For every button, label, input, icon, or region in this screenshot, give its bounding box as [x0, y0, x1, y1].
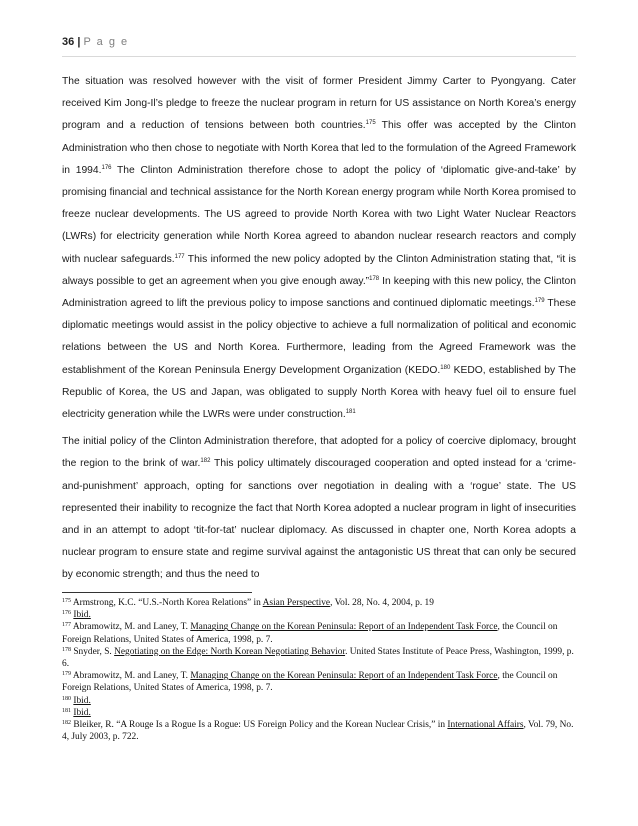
page-header	[62, 36, 576, 48]
paragraph-2	[62, 431, 576, 586]
footnote-number: 179	[62, 671, 71, 678]
page-number: 36	[62, 36, 75, 48]
footnote-title: Ibid.	[73, 707, 91, 718]
footnotes	[62, 597, 576, 743]
footnote-number: 178	[62, 646, 71, 653]
footnote-title: International Affairs	[447, 720, 524, 731]
footnote-ref-182: 182	[200, 458, 211, 465]
footnote-title: Ibid.	[73, 695, 91, 706]
footnote-178	[62, 646, 576, 670]
footnote-text: , the Council on Foreign Relations, United States of America, 1998, p. 7.	[62, 671, 558, 694]
footnote-number: 177	[62, 622, 71, 629]
footnote-ref-175: 175	[365, 120, 376, 127]
footnote-ref-177: 177	[174, 253, 185, 260]
footnote-text: Abramowitz, M. and Laney, T.	[71, 622, 191, 633]
text-run: The Clinton Administration therefore chose to adopt the policy of ‘diplomatic give-and-take’ by promising financial and technical assistance for the North Korean energy program while North Korea promised to freeze nuclear developments. The US agreed to provide North Korea with two Light Water Nuclear Reactors (LWRs) for electricity generation while North Korea agreed to abandon nuclear research reactors and comply with nuclear safeguards.	[62, 164, 576, 265]
body-text	[62, 71, 576, 592]
text-run: The situation was resolved however with the visit of former President Jimmy Carter to Pyongyang. Cater received Kim Jong-Il’s pledge to freeze the nuclear program in return for US assistance on North Korea’s energy program and a reduction of tensions between both countries.	[62, 76, 576, 132]
text-run: This offer was accepted by the Clinton Administration who then chose to negotiate with North Korea that led to the formulation of the Agreed Framework in 1994.	[62, 120, 576, 176]
footnote-title: Ibid.	[73, 610, 91, 621]
footnote-179	[62, 670, 576, 694]
footnote-176	[62, 609, 576, 621]
paragraph-1	[62, 71, 576, 426]
footnote-ref-179: 179	[534, 298, 545, 305]
footnote-text: , the Council on Foreign Relations, United States of America, 1998, p. 7.	[62, 622, 558, 645]
footnote-title: Asian Perspective	[262, 598, 331, 608]
footnote-ref-181: 181	[345, 409, 356, 416]
text-run: The initial policy of the Clinton Administration therefore, that adopted for a policy of coercive diplomacy, brought the region to the brink of war.	[62, 436, 576, 470]
footnote-text: Bleiker, R. “A Rouge Is a Rogue Is a Rogue: US Foreign Policy and the Korean Nuclear Crisis,” in	[71, 720, 448, 731]
footnote-text: . United States Institute of Peace Press, Washington, 1999, p. 6.	[62, 646, 574, 670]
footnote-ref-176: 176	[101, 164, 112, 171]
footnote-number: 182	[62, 720, 71, 727]
header-separator: |	[77, 36, 81, 48]
footnote-title: Negotiating on the Edge: North Korean Negotiating Behavior	[114, 646, 346, 657]
footnote-separator	[62, 592, 252, 593]
footnote-180	[62, 695, 576, 707]
footnote-number: 176	[62, 610, 71, 617]
footnote-ref-178: 178	[369, 275, 380, 282]
footnote-number: 180	[62, 695, 71, 702]
header-rule	[62, 56, 576, 57]
footnote-title: Managing Change on the Korean Peninsula: Report of an Independent Task Force	[190, 671, 498, 682]
footnote-ref-180: 180	[440, 364, 451, 371]
footnote-182	[62, 719, 576, 743]
footnote-text: , Vol. 79, No. 4, July 2003, p. 722.	[62, 720, 574, 743]
footnote-text: Abramowitz, M. and Laney, T.	[71, 671, 191, 682]
footnote-177	[62, 621, 576, 645]
footnote-text: , Vol. 28, No. 4, 2004, p. 19	[330, 598, 434, 608]
text-run: These diplomatic meetings would assist in the policy objective to achieve a full normalization of political and economic relations between the US and North Korea. Furthermore, leading from the Agreed Framework was the establishment of the Korean Peninsula Energy Development Organization (KEDO.	[62, 298, 576, 376]
footnote-175	[62, 597, 576, 609]
footnote-number: 175	[62, 598, 71, 604]
text-run: KEDO, established by The Republic of Korea, the US and Japan, was obligated to supply North Korea with heavy fuel oil to ensure fuel electricity generation while the LWRs were under construction.	[62, 364, 576, 421]
text-run: This informed the new policy adopted by the Clinton Administration stating that, “it is always possible to get an agreement when you give enough away.”	[62, 253, 576, 287]
text-run: This policy ultimately discouraged cooperation and opted instead for a ‘crime-and-punishment’ approach, opting for sanctions over negotiation in dealing with a ‘rogue’ state. The US represented their inability to recognize the fact that North Korea adopted a nuclear program in light of insecurities and in an attempt to adopt ‘tit-for-tat’ nuclear diplomacy. As discussed in chapter one, North Korea adopts a nuclear program to ensure state and regime survival against the antagonistic US threat that can only be secured by economic strength; and thus the need to	[62, 458, 576, 581]
footnote-number: 181	[62, 707, 71, 714]
footnote-text: Snyder, S.	[71, 646, 115, 657]
page-label: P a g e	[83, 36, 129, 48]
footnote-title: Managing Change on the Korean Peninsula: Report of an Independent Task Force	[190, 622, 498, 633]
text-run: In keeping with this new policy, the Clinton Administration agreed to lift the previous policy to impose sanctions and continued diplomatic meetings.	[62, 275, 576, 310]
footnote-text: Armstrong, K.C. “U.S.-North Korea Relations” in	[71, 598, 263, 608]
footnote-181	[62, 707, 576, 719]
